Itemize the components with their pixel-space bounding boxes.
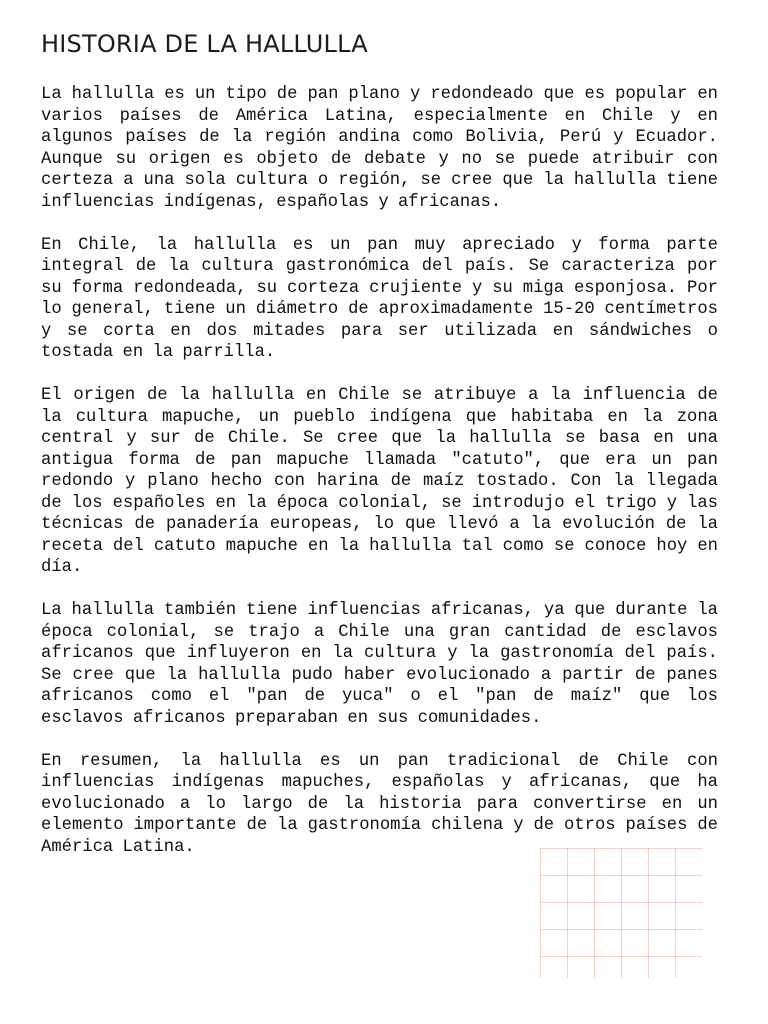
paragraph-summary: En resumen, la hallulla es un pan tradicional de Chile con influencias indígenas mapuches, españolas y africanas, que ha evolucionado a lo largo de la historia para convertirse en un elemento importante de la gastronomía chilena y de otros países de América Latina. bbox=[41, 751, 718, 857]
document-title: HISTORIA DE LA HALLULLA bbox=[41, 30, 368, 58]
paragraph-african-influence: La hallulla también tiene influencias africanas, ya que durante la época colonial, se trajo a Chile una gran cantidad de esclavos africanos que influyeron en la cultura y la gastronomía del país. Se cree que la hallulla pudo haber evolucionado a partir de panes africanos como el "pan de yuca" o el "pan de maíz" que los esclavos africanos preparaban en sus comunidades. bbox=[41, 601, 718, 728]
paragraph-chile: En Chile, la hallulla es un pan muy apreciado y forma parte integral de la cultura gastronómica del país. Se caracteriza por su forma redondeada, su corteza crujiente y su miga esponjosa. Por lo general, tiene un diámetro de aproximadamente 15-20 centímetros y se corta en dos mitades para ser utilizada en sándwiches o tostada en la parrilla. bbox=[41, 235, 718, 362]
paragraph-intro: La hallulla es un tipo de pan plano y redondeado que es popular en varios países de América Latina, especialmente en Chile y en algunos países de la región andina como Bolivia, Perú y Ecuador. Aunque su origen es objeto de debate y no se puede atribuir con certeza a una sola cultura o región, se cree que la hallulla tiene influencias indígenas, españolas y africanas. bbox=[41, 85, 718, 212]
document-content bbox=[41, 28, 718, 880]
paragraph-mapuche-origin: El origen de la hallulla en Chile se atribuye a la influencia de la cultura mapuche, un pueblo indígena que habitaba en la zona central y sur de Chile. Se cree que la hallulla se basa en una antigua forma de pan mapuche llamada "catuto", que era un pan redondo y plano hecho con harina de maíz tostado. Con la llegada de los españoles en la época colonial, se introdujo el trigo y las técnicas de panadería europeas, lo que llevó a la evolución de la receta del catuto mapuche en la hallulla tal como se conoce hoy en día. bbox=[41, 386, 718, 577]
